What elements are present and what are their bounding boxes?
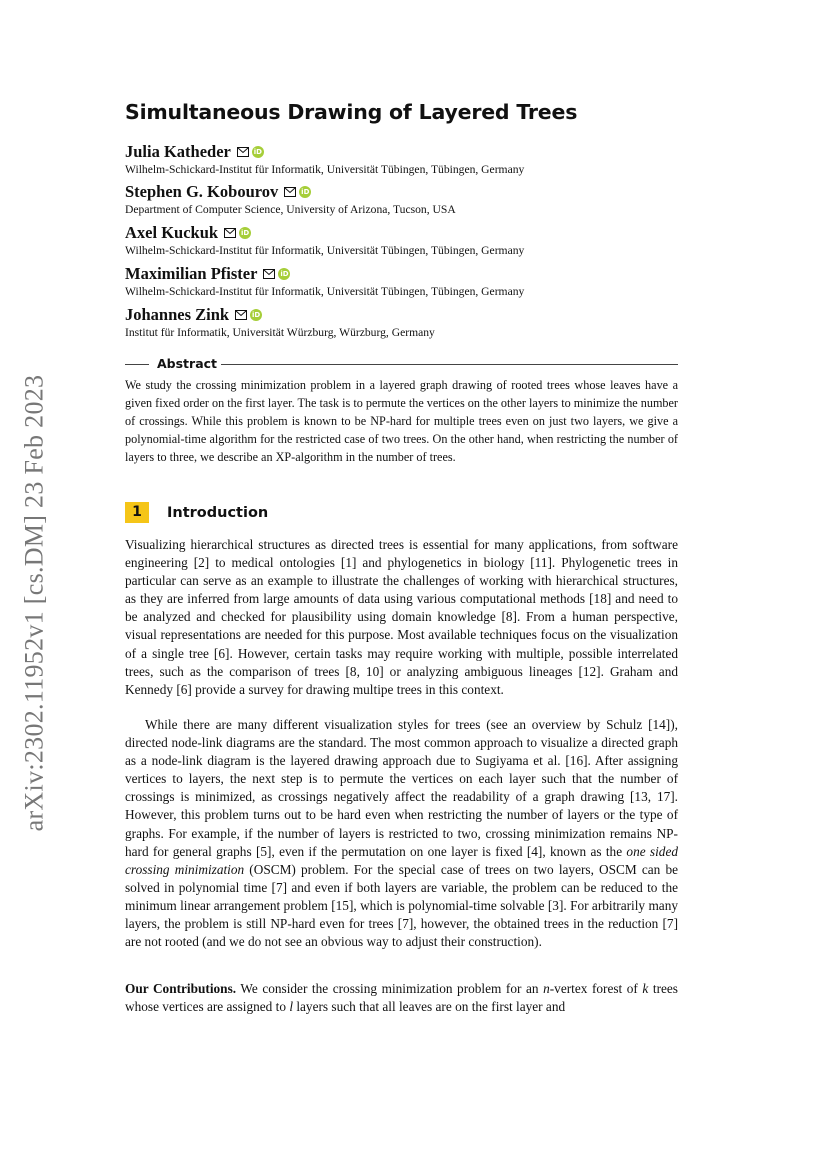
orcid-icon[interactable]: iD bbox=[251, 311, 261, 319]
math-variable: k bbox=[642, 981, 649, 996]
author-block bbox=[125, 142, 524, 176]
author-name: Johannes Zink bbox=[125, 305, 230, 324]
abstract-text: We study the crossing minimization problem in a layered graph drawing of rooted trees whose leaves have a given fixed order on the first layer. The task is to permute the vertices on the other layers to minimize the number of crossings. While this problem is known to be NP-hard for multiple trees even on just two layers, we give a polynomial-time algorithm for the restricted case of two trees. On the other hand, when restricting the number of layers to three, we describe an XP-algorithm in the number of trees. bbox=[125, 378, 678, 464]
math-variable: n bbox=[543, 981, 550, 996]
arxiv-identifier-text: arXiv:2302.11952v1 [cs.DM] 23 Feb 2023 bbox=[19, 374, 49, 832]
paragraph-text: While there are many different visualization styles for trees (see an overview by Schulz [14]), directed node-link diagrams are the standard. The most common approach to visualize a directed graph as a node-link diagram is the layered drawing approach due to Sugiyama et al. [16]. After assigning vertices to layers, the next step is to permute the vertices on each layer such that the number of crossings is minimized, as crossings negatively affect the readability of a graph drawing [13, 17]. However, this problem turns out to be hard even when restricting the number of layers or the type of graphs. For example, if the number of layers is restricted to two, crossing minimization remains NP-hard for general graphs [5], even if the permutation on one layer is fixed [4], known as the bbox=[125, 717, 678, 859]
orcid-icon[interactable]: iD bbox=[253, 148, 262, 156]
mail-icon[interactable] bbox=[263, 269, 275, 279]
section-heading bbox=[125, 502, 268, 523]
abstract-rule-left bbox=[125, 364, 149, 365]
author-name-row bbox=[125, 182, 456, 202]
author-affiliation: Wilhelm-Schickard-Institut für Informatik, Universität Tübingen, Tübingen, Germany bbox=[125, 163, 525, 176]
orcid-icon[interactable]: iD bbox=[240, 229, 250, 237]
author-affiliation: Wilhelm-Schickard-Institut für Informatik, Universität Tübingen, Tübingen, Germany bbox=[125, 285, 525, 298]
author-name-row bbox=[125, 142, 524, 162]
mail-icon[interactable] bbox=[237, 147, 249, 157]
paragraph-text: layers such that all leaves are on the first layer and bbox=[293, 999, 566, 1015]
author-affiliation: Wilhelm-Schickard-Institut für Informatik, Universität Tübingen, Tübingen, Germany bbox=[125, 244, 525, 257]
arxiv-identifier-sidebar bbox=[14, 358, 54, 848]
mail-icon[interactable] bbox=[224, 228, 236, 238]
paragraph-text: -vertex forest of bbox=[549, 981, 643, 996]
paragraph-text: trees whose vertices are assigned to bbox=[125, 981, 678, 1015]
author-name-row bbox=[125, 264, 524, 284]
paper-title: Simultaneous Drawing of Layered Trees bbox=[125, 100, 578, 124]
author-block bbox=[125, 264, 524, 298]
paragraph-text: (OSCM) problem. For the special case of trees on two layers, OSCM can be solved in polynomial time [7] and even if both layers are variable, the problem can be reduced to the minimum linear arrangement problem [15], which is polynomial-time solvable [3]. For arbitrarily many layers, the problem is still NP-hard even for trees [7], however, the obtained trees in the reduction [7] are not rooted (and we do not see an obvious way to adjust their construction). bbox=[125, 861, 679, 950]
author-name: Axel Kuckuk bbox=[125, 223, 219, 242]
author-name: Julia Katheder bbox=[125, 142, 231, 161]
mail-icon[interactable] bbox=[235, 310, 247, 320]
author-affiliation: Institut für Informatik, Universität Würzburg, Würzburg, Germany bbox=[125, 326, 435, 339]
paragraph-text: We consider the crossing minimization problem for an bbox=[236, 981, 544, 996]
author-name: Maximilian Pfister bbox=[125, 264, 258, 283]
mail-icon[interactable] bbox=[284, 187, 296, 197]
paragraph-run-in-heading: Our Contributions. bbox=[125, 981, 237, 996]
author-block bbox=[125, 305, 435, 339]
author-name-row bbox=[125, 305, 435, 325]
abstract-header bbox=[125, 357, 678, 371]
body-paragraph bbox=[125, 980, 678, 1016]
author-affiliation: Department of Computer Science, University of Arizona, Tucson, USA bbox=[125, 203, 456, 216]
author-block bbox=[125, 182, 456, 216]
orcid-icon[interactable]: iD bbox=[280, 270, 289, 278]
emphasized-term: one sided crossing minimization bbox=[125, 843, 678, 877]
author-name-row bbox=[125, 223, 524, 243]
section-title: Introduction bbox=[167, 504, 269, 521]
abstract-rule-right bbox=[221, 364, 678, 365]
body-paragraph: Visualizing hierarchical structures as directed trees is essential for many applications, from software engineering [2] to medical ontologies [1] and phylogenetics in biology [11]. Phylogenetic trees in particular can serve as an example to illustrate the challenges of working with hierarchical structures, as they are inferred from large amounts of data using various computational methods [18] and need to be analyzed and checked for plausibility using domain knowledge [8]. From a human perspective, visual representations are needed for this purpose. Most available techniques focus on the visualization of a single tree [6]. However, certain tasks may require working with multiple, possible interrelated trees, such as the comparison of trees [8, 10] or analyzing ambiguous lineages [12]. Graham and Kennedy [6] provide a survey for drawing multipe trees in this context. bbox=[125, 537, 678, 697]
abstract-label: Abstract bbox=[157, 356, 218, 371]
author-block bbox=[125, 223, 524, 257]
body-paragraph bbox=[125, 716, 678, 951]
author-name: Stephen G. Kobourov bbox=[125, 182, 279, 201]
orcid-icon[interactable]: iD bbox=[301, 188, 310, 196]
section-number: 1 bbox=[125, 502, 149, 523]
math-variable: l bbox=[289, 999, 294, 1015]
